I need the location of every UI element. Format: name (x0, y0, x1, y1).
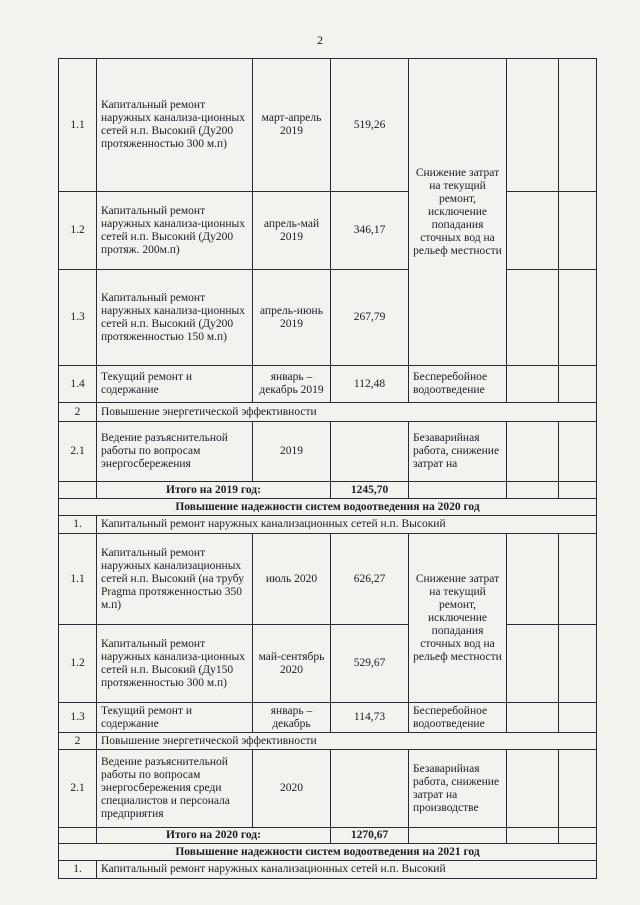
row-number: 2.1 (59, 422, 97, 482)
empty-cell (559, 192, 597, 270)
table-row (59, 403, 597, 422)
work-amount (331, 422, 409, 482)
empty-cell (559, 625, 597, 703)
section-heading: Повышение надежности систем водоотведения на 2021 год (59, 844, 597, 861)
empty-cell (559, 534, 597, 625)
section-heading: Повышение надежности систем водоотведения на 2020 год (59, 499, 597, 516)
table-row (59, 703, 597, 733)
empty-cell (409, 482, 507, 499)
row-number: 1.1 (59, 534, 97, 625)
row-number: 1. (59, 861, 97, 879)
section-header-row (59, 844, 597, 861)
row-number: 2 (59, 733, 97, 750)
empty-cell (59, 482, 97, 499)
row-number: 2 (59, 403, 97, 422)
work-description: Ведение разъяснительной работы по вопросам энергосбережения (97, 422, 253, 482)
empty-cell (559, 270, 597, 366)
row-number: 1.3 (59, 703, 97, 733)
expected-effect: Безаварийная работа, снижение затрат на (409, 422, 507, 482)
total-row (59, 828, 597, 844)
table-row (59, 270, 597, 366)
empty-cell (507, 534, 559, 625)
empty-cell (559, 828, 597, 844)
section-title: Повышение энергетической эффективности (97, 403, 597, 422)
empty-cell (559, 750, 597, 828)
work-period: январь – декабрь (253, 703, 331, 733)
work-description: Капитальный ремонт наружных канализационных сетей н.п. Высокий (на трубу Pragma протяженностью 350 м.п) (97, 534, 253, 625)
empty-cell (507, 270, 559, 366)
table-row (59, 422, 597, 482)
work-amount: 529,67 (331, 625, 409, 703)
table-row (59, 366, 597, 403)
empty-cell (559, 482, 597, 499)
empty-cell (507, 703, 559, 733)
work-amount (331, 750, 409, 828)
work-description: Ведение разъяснительной работы по вопросам энергосбережения среди специалистов и персонала предприятия (97, 750, 253, 828)
empty-cell (507, 192, 559, 270)
expected-effect: Бесперебойное водоотведение (409, 366, 507, 403)
work-description: Капитальный ремонт наружных канализа-ционных сетей н.п. Высокий (Ду200 протяженностью 150 м.п) (97, 270, 253, 366)
table-row (59, 861, 597, 879)
row-number: 1.2 (59, 192, 97, 270)
empty-cell (59, 828, 97, 844)
work-period: май-сентябрь 2020 (253, 625, 331, 703)
work-period: апрель-май 2019 (253, 192, 331, 270)
total-label: Итого на 2020 год: (97, 828, 331, 844)
work-amount: 346,17 (331, 192, 409, 270)
table-row (59, 625, 597, 703)
empty-cell (507, 828, 559, 844)
empty-cell (507, 482, 559, 499)
empty-cell (507, 625, 559, 703)
row-number: 1. (59, 516, 97, 534)
empty-cell (559, 422, 597, 482)
work-amount: 112,48 (331, 366, 409, 403)
row-number: 1.4 (59, 366, 97, 403)
section-title: Капитальный ремонт наружных канализационных сетей н.п. Высокий (97, 861, 597, 879)
empty-cell (507, 366, 559, 403)
table-row (59, 534, 597, 625)
work-amount: 626,27 (331, 534, 409, 625)
total-row (59, 482, 597, 499)
table-row (59, 516, 597, 534)
work-description: Текущий ремонт и содержание (97, 366, 253, 403)
expected-effect: Снижение затрат на текущий ремонт, исключение попадания сточных вод на рельеф местности (409, 534, 507, 703)
work-description: Капитальный ремонт наружных канализа-ционных сетей н.п. Высокий (Ду200 протяженностью 300 м.п) (97, 59, 253, 192)
work-description: Капитальный ремонт наружных канализа-ционных сетей н.п. Высокий (Ду200 протяж. 200м.п) (97, 192, 253, 270)
work-period: январь – декабрь 2019 (253, 366, 331, 403)
table-row (59, 733, 597, 750)
section-header-row (59, 499, 597, 516)
empty-cell (507, 59, 559, 192)
empty-cell (559, 366, 597, 403)
row-number: 1.3 (59, 270, 97, 366)
work-period: март-апрель 2019 (253, 59, 331, 192)
work-amount: 114,73 (331, 703, 409, 733)
work-period: июль 2020 (253, 534, 331, 625)
total-label: Итого на 2019 год: (97, 482, 331, 499)
total-amount: 1270,67 (331, 828, 409, 844)
section-title: Повышение энергетической эффективности (97, 733, 597, 750)
investment-plan-table (58, 58, 597, 879)
row-number: 1.1 (59, 59, 97, 192)
empty-cell (559, 59, 597, 192)
empty-cell (507, 422, 559, 482)
table-row (59, 750, 597, 828)
empty-cell (559, 703, 597, 733)
work-amount: 267,79 (331, 270, 409, 366)
expected-effect: Безаварийная работа, снижение затрат на производстве (409, 750, 507, 828)
work-description: Капитальный ремонт наружных канализа-ционных сетей н.п. Высокий (Ду150 протяженностью 300 м.п) (97, 625, 253, 703)
row-number: 1.2 (59, 625, 97, 703)
expected-effect: Снижение затрат на текущий ремонт, исключение попадания сточных вод на рельеф местности (409, 59, 507, 366)
work-period: апрель-июнь 2019 (253, 270, 331, 366)
total-amount: 1245,70 (331, 482, 409, 499)
empty-cell (507, 750, 559, 828)
row-number: 2.1 (59, 750, 97, 828)
expected-effect: Бесперебойное водоотведение (409, 703, 507, 733)
table-row (59, 59, 597, 192)
work-amount: 519,26 (331, 59, 409, 192)
table-row (59, 192, 597, 270)
work-period: 2020 (253, 750, 331, 828)
empty-cell (409, 828, 507, 844)
work-description: Текущий ремонт и содержание (97, 703, 253, 733)
page-number: 2 (317, 33, 323, 47)
work-period: 2019 (253, 422, 331, 482)
section-title: Капитальный ремонт наружных канализационных сетей н.п. Высокий (97, 516, 597, 534)
